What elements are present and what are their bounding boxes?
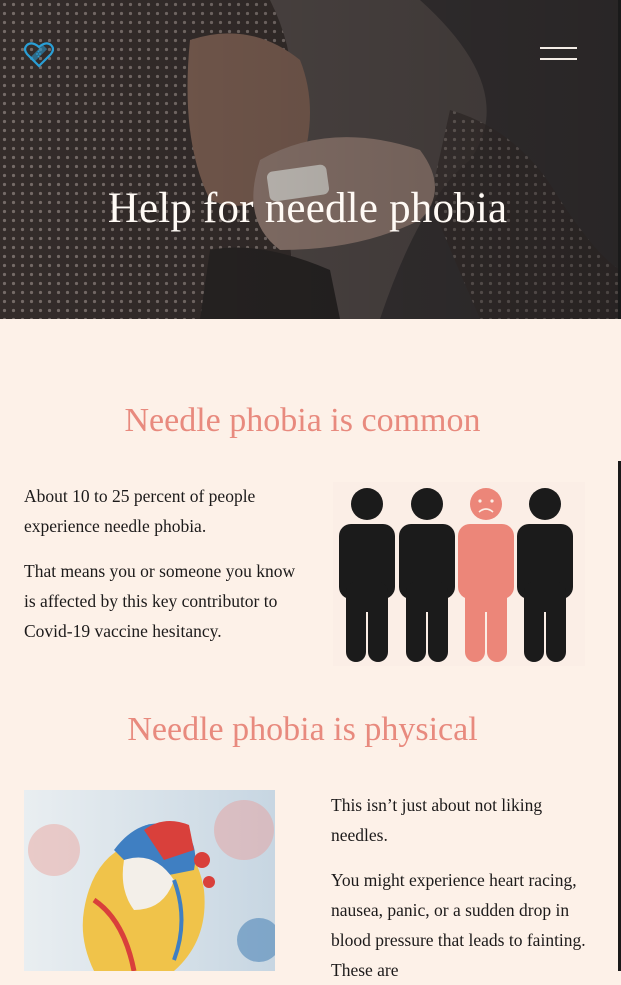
hamburger-menu-icon[interactable] [540,46,577,62]
hero-banner [0,0,621,319]
heart-bandage-icon[interactable] [24,40,54,68]
section-heading-physical: Needle phobia is physical [127,711,478,748]
section-heading-common: Needle phobia is common [124,402,481,439]
anatomical-heart-model-photo [24,790,275,971]
paragraph-impact: That means you or someone you know is affected by this key contributor to Covid-19 vaccine hesitancy. [24,561,296,641]
paragraph-symptoms: You might experience heart racing, nausea, panic, or a sudden drop in blood pressure that leads to fainting. These are [331,870,586,980]
people-one-in-four-anxious-icon [333,482,585,666]
hero-photo [0,0,621,319]
paragraph-prevalence: About 10 to 25 percent of people experience needle phobia. [24,486,256,536]
paragraph-not-dislike: This isn’t just about not liking needles. [331,795,543,845]
page-title: Help for needle phobia [107,185,508,232]
